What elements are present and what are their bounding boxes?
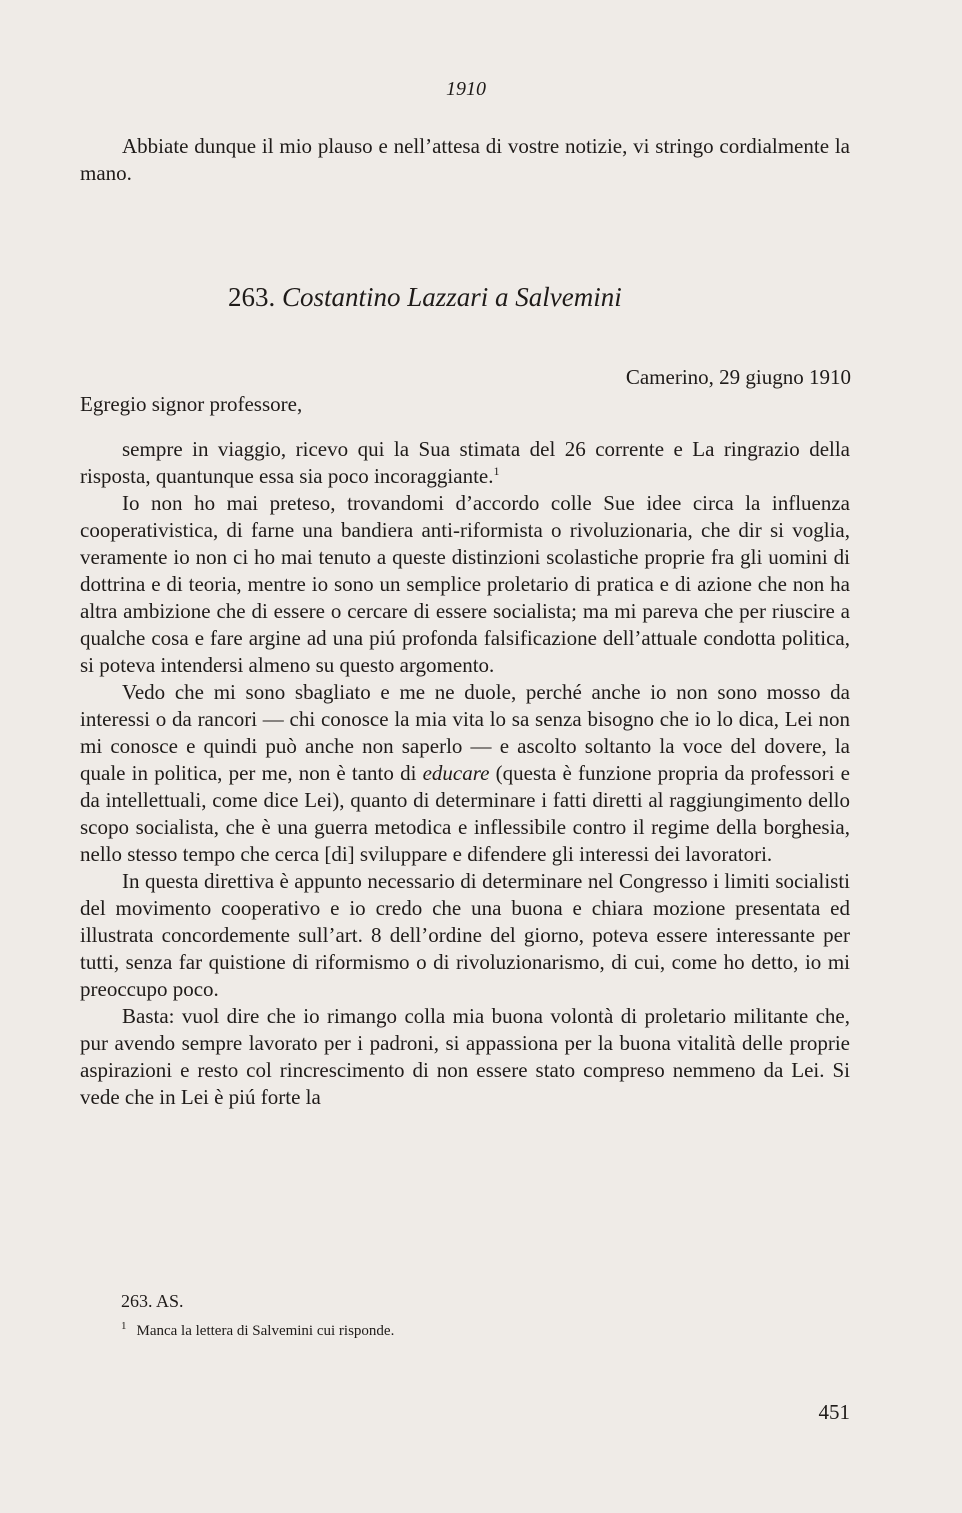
letter-number: 263. [228,282,276,312]
body-paragraph-4: In questa direttiva è appunto necessario di determinare nel Congresso i limiti socialisti del movimento cooperativo e io credo che una buona e chiara mozione presentata ed illustrata concordemente sull’art. 8 dell’ordine del giorno, poteva essere interessante per tutti, senza far quistione di riformismo o di rivoluzionarismo, di cui, come ho detto, io mi preoccupo poco. [80,869,850,1001]
footnote-1-marker: 1 [121,1320,127,1332]
body-paragraph-3-after: (questa è funzione propria da professori e da intellettuali, come dice Lei), quanto di determinare i fatti diretti al raggiungimento dello scopo socialista, che è una guerra metodica e inflessibile contro il regime della borghesia, nello stesso tempo che cerca [di] sviluppare e difendere gli interessi dei lavoratori. [80,761,850,866]
body-paragraph-5: Basta: vuol dire che io rimango colla mia buona volontà di proletario militante che, pur avendo sempre lavorato per i padroni, si appassiona per la buona vitalità delle proprie aspirazioni e resto col rincrescimento di non essere stato compreso nemmeno da Lei. Si vede che in Lei è piú forte la [80,1004,850,1109]
page-number: 451 [818,1400,850,1424]
letter-title: Costantino Lazzari a Salvemini [282,282,622,312]
letter-body [80,436,850,1111]
letter-heading [228,282,622,313]
body-paragraph-1-text: sempre in viaggio, ricevo qui la Sua stimata del 26 corrente e La ringrazio della risposta, quantunque essa sia poco incoraggiante. [80,437,850,488]
letter-salutation: Egregio signor professore, [80,392,303,416]
body-paragraph-3 [80,679,850,868]
opening-paragraph: Abbiate dunque il mio plauso e nell’attesa di vostre notizie, vi stringo cordialmente la mano. [80,134,850,185]
footnote-1-text: Manca la lettera di Salvemini cui risponde. [136,1323,395,1339]
letter-place-date: Camerino, 29 giugno 1910 [625,365,851,389]
footnote-source: 263. AS. [121,1291,184,1311]
footnote-1 [121,1320,394,1340]
running-head-year: 1910 [446,78,486,100]
body-paragraph-3-before: Vedo che mi sono sbagliato e me ne duole, perché anche io non sono mosso da interessi o da rancori — chi conosce la mia vita lo sa senza bisogno che io lo dica, Lei non mi conosce e quindi può anche non saperlo — e ascolto soltanto la voce del dovere, la quale in politica, per me, non è tanto di [80,680,850,785]
body-paragraph-1 [80,436,850,490]
footnote-marker: 1 [493,464,500,478]
body-paragraph-3-emphasis: educare [422,761,490,785]
body-paragraph-2: Io non ho mai preteso, trovandomi d’accordo colle Sue idee circa la influenza cooperativistica, di farne una bandiera anti-riformista o rivoluzionaria, che dir si voglia, veramente io non ci ho mai tenuto a queste distinzioni scolastiche proprie fra gli uomini di dottrina e di teoria, mentre io sono un semplice proletario di pratica e di azione che non ha altra ambizione che di essere o cercare di essere socialista; ma mi pareva che per riuscire a qualche cosa e fare argine ad una piú profonda falsificazione dell’attuale condotta politica, si poteva intendersi almeno su questo argomento. [80,491,850,677]
